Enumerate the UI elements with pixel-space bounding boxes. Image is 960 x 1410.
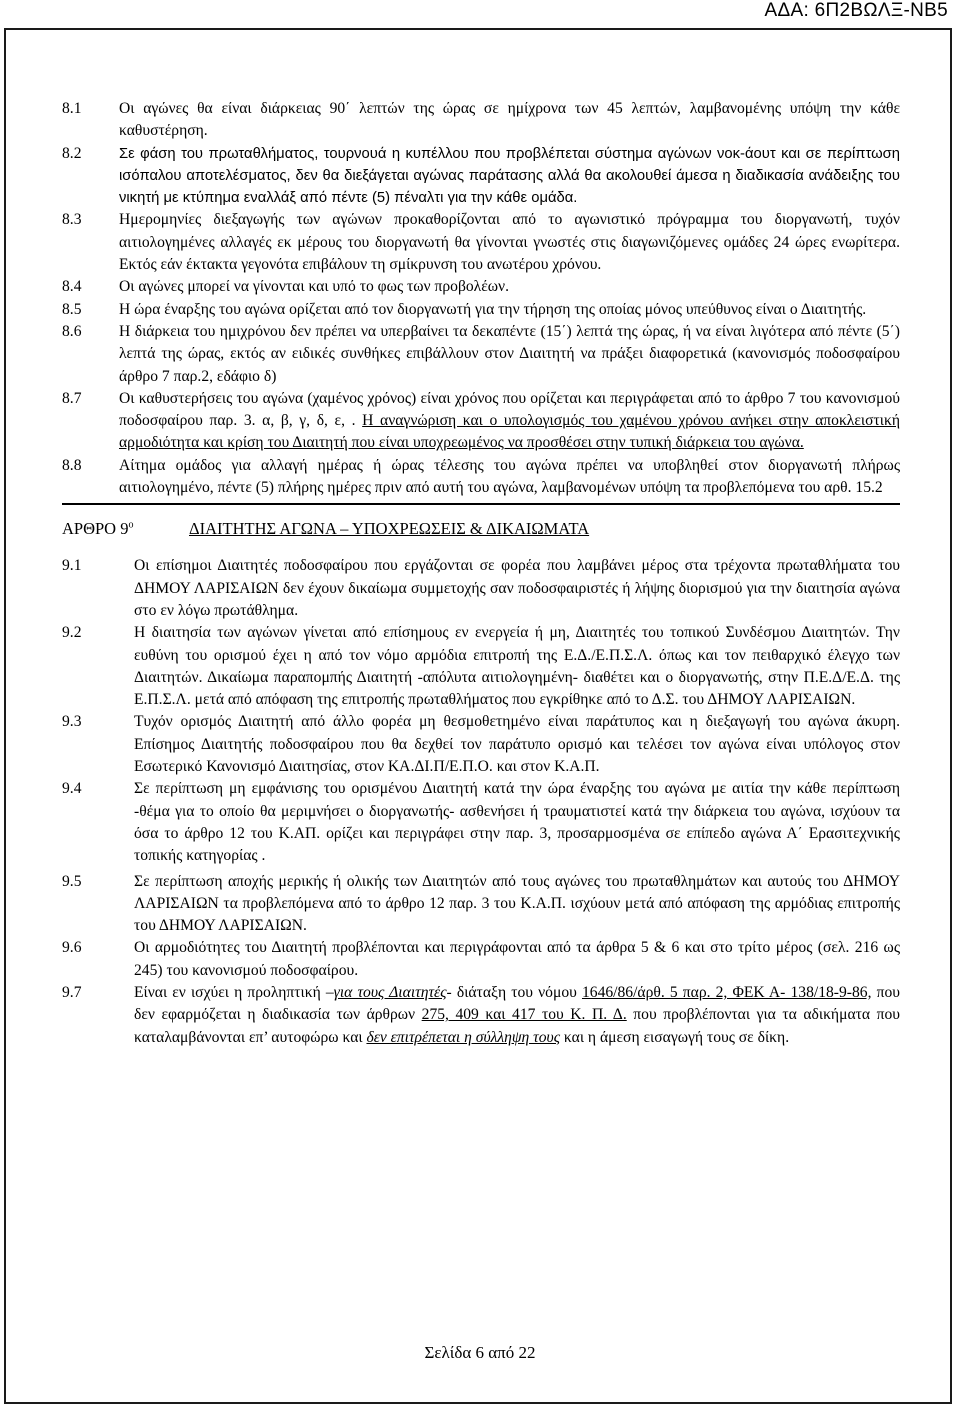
clause-text-underlined: Η αναγνώριση και ο υπολογισμός του χαμένου χρόνου ανήκει στην αποκλειστική αρμοδιότητα και κρίση του Διαιτητή που είναι υποχρεωμένος να προσθέσει στην τυπική διάρκεια του αγώνα. — [119, 412, 900, 452]
italic-underlined-text: δεν επιτρέπεται η σύλληψη τους — [366, 1028, 561, 1046]
clause-number: 8.2 — [62, 144, 82, 162]
article-label-sup: ο — [128, 519, 134, 531]
clause-text: Σε περίπτωση αποχής μερικής ή ολικής των Διαιτητών από τους αγώνες του πρωταθλημάτων και αυτούς του ΔΗΜΟΥ ΛΑΡΙΣΑΙΩΝ τα προβλεπόμενα από το άρθρο 12 παρ. 3 του Κ.Α.Π. ισχύουν μετά από απόφαση της αρμόδιας επιτροπής του ΔΗΜΟΥ ΛΑΡΙΣΑΙΩΝ. — [134, 872, 900, 935]
clause-text: Οι αγώνες θα είναι διάρκειας 90΄ λεπτών της ώρας σε ημίχρονα των 45 λεπτών, λαμβανομένης υπόψη την κάθε καθυστέρηση. — [119, 100, 900, 140]
clause-9-1 — [62, 555, 900, 622]
clause-9-7 — [62, 982, 900, 1049]
clause-number: 8.1 — [62, 100, 82, 117]
clause-text: Η διαιτησία των αγώνων γίνεται από επίσημους εν ενεργεία ή μη, Διαιτητές του τοπικού Συνδέσμου Διαιτητών. Την ευθύνη του ορισμού έχει η από τον νόμο αρμόδια επιτροπή της Ε.Δ./Ε.Π.Σ.Λ. όπως και τον πειθαρχικό έλεγχο των Διαιτητών. Δικαίωμα παραπομπής Διαιτητή -απόλυτα αιτιολογημένη- διαθέτει και ο διοργανωτής, στην Π.Ε.Δ/Ε.Δ. της Ε.Π.Σ.Λ. μετά από απόφαση της επιτροπής πρωταθλήματος που εγκρίθηκε από το Δ.Σ. του ΔΗΜΟΥ ΛΑΡΙΣΑΙΩΝ. — [134, 624, 900, 709]
clause-8-6 — [62, 321, 900, 388]
clause-number: 8.5 — [62, 300, 82, 318]
clause-8-3 — [62, 209, 900, 276]
article-title: ΔΙΑΙΤΗΤΗΣ ΑΓΩΝΑ – ΥΠΟΧΡΕΩΣΕΙΣ & ΔΙΚΑΙΩΜΑΤΑ — [189, 519, 590, 539]
clause-number: 8.6 — [62, 322, 82, 340]
clause-9-6 — [62, 937, 900, 982]
article-heading — [62, 517, 900, 541]
document-body — [62, 98, 900, 1049]
clause-number: 9.3 — [62, 713, 82, 731]
page-number: Σελίδα 6 από 22 — [424, 1343, 536, 1362]
clause-text: Η διάρκεια του ημιχρόνου δεν πρέπει να υπερβαίνει τα δεκαπέντε (15΄) λεπτά της ώρας, ή να είναι λιγότερα από πέντε (5΄) λεπτά της ώρας, εκτός αν ειδικές συνθήκες επιβάλλουν στον Διαιτητή να πράξει διαφορετικά (κανονισμός ποδοσφαίρου άρθρο 7 παρ.2, εδάφιο δ) — [119, 322, 900, 385]
italic-underlined-text: για τους Διαιτητές — [333, 983, 447, 1001]
divider — [62, 503, 900, 505]
clause-number: 9.7 — [62, 983, 82, 1001]
section-9 — [62, 555, 900, 1049]
clause-8-5 — [62, 299, 900, 321]
articles-reference: 275, 409 και 417 του Κ. Π. Δ. — [421, 1006, 627, 1024]
clause-8-2 — [62, 143, 900, 210]
clause-text: Σε περίπτωση μη εμφάνισης του ορισμένου Διαιτητή κατά την ώρα έναρξης του αγώνα με αιτία την κάθε περίπτωση -θέμα για το οποίο θα μεριμνήσει ο διοργανωτής- ασθενήσει ή τραυματιστεί κατά την διάρκεια του αγώνα, ισχύουν τα όσα το άρθρο 12 του Κ.ΑΠ. ορίζει και περιγράφει στην παρ. 3, προσαρμοσμένα σε επίπεδο αγώνα Α΄ Ερασιτεχνικής τοπικής κατηγορίας . — [134, 780, 900, 865]
clause-number: 9.2 — [62, 624, 82, 642]
clause-8-8 — [62, 455, 900, 500]
clause-9-4 — [62, 778, 900, 867]
clause-text: Αίτημα ομάδος για αλλαγή ημέρας ή ώρας τέλεσης του αγώνα πρέπει να υποβληθεί στον διοργανωτή πλήρως αιτιολογημένο, πέντε (5) πλήρης ημέρες πριν από αυτή του αγώνα, λαμβανομένων υπόψη τα προβλεπόμενα του αρθ. 15.2 — [119, 456, 900, 497]
clause-8-1 — [62, 98, 900, 143]
clause-9-2 — [62, 622, 900, 711]
clause-number: 8.4 — [62, 278, 82, 296]
clause-text: Οι αρμοδιότητες του Διαιτητή προβλέπονται και περιγράφονται από τα άρθρα 5 & 6 και στο τρίτο μέρος (σελ. 216 ως 245) του κανονισμού ποδοσφαίρου. — [134, 939, 900, 979]
article-label: ΑΡΘΡΟ $9^o$ — [62, 519, 134, 539]
clause-text: Ημερομηνίες διεξαγωγής των αγώνων προκαθορίζονται από το αγωνιστικό πρόγραμμα του διοργανωτή, τυχόν αιτιολογημένες αλλαγές εκ μέρους του διοργανωτή θα γίνονται γνωστές στις διαγωνιζόμενες ομάδες 24 ώρες ενωρίτερα. Εκτός εάν έκτακτα γεγονότα επιβάλουν τη σμίκρυνση του ανωτέρου χρόνου. — [119, 211, 900, 274]
clause-text: Τυχόν ορισμός Διαιτητή από άλλο φορέα μη θεσμοθετημένο είναι παράτυπος και η διεξαγωγή του αγώνα άκυρη. Επίσημος Διαιτητής ποδοσφαίρου που θα δεχθεί τον παράτυπο ορισμό και τελέσει τον αγώνα είναι υπόλογος στον Εσωτερικό Κανονισμό Διαιτησίας, στον ΚΑ.ΔΙ.Π/Ε.Π.Ο. και στον Κ.Α.Π. — [134, 713, 900, 776]
law-reference: 1646/86/άρθ. 5 παρ. 2, ΦΕΚ Α- 138/18-9-86, — [581, 983, 872, 1001]
clause-8-7 — [62, 388, 900, 455]
ada-code: ΑΔΑ: 6Π2ΒΩΛΞ-ΝΒ5 — [764, 0, 948, 21]
clause-text — [119, 388, 900, 455]
clause-number: 8.7 — [62, 389, 82, 407]
clause-text: Είναι εν ισχύει η προληπτική –για τους Διαιτητές- διάταξη του νόμου 1646/86/άρθ. 5 παρ. 2, ΦΕΚ Α- 138/18-9-86, που δεν εφαρμόζεται η διαδικασία των άρθρων 275, 409 και 417 του Κ. Π. Δ. που προβλέπονται για τα αδικήματα που καταλαμβάνονται επ’ αυτοφώρω και δεν επιτρέπεται η σύλληψη τους και η άμεση εισαγωγή τους σε δίκη. — [134, 983, 900, 1046]
clause-number: 9.6 — [62, 939, 82, 957]
clause-number: 9.4 — [62, 780, 82, 798]
clause-8-4 — [62, 276, 900, 298]
clause-text: Οι επίσημοι Διαιτητές ποδοσφαίρου που εργάζονται σε φορέα που λαμβάνει μέρος στα τρέχοντα πρωταθλήματα του ΔΗΜΟΥ ΛΑΡΙΣΑΙΩΝ δεν έχουν δικαίωμα συμμετοχής σαν ποδοσφαιριστές ή λήψης διορισμού για την διαιτησία αγώνα στο εν λόγω πρωτάθλημα. — [134, 557, 900, 619]
clause-number: 9.1 — [62, 557, 82, 575]
clause-text: Οι αγώνες μπορεί να γίνονται και υπό το φως των προβολέων. — [119, 278, 509, 296]
clause-text: Σε φάση του πρωταθλήματος, τουρνουά η κυπέλλου που προβλέπεται σύστημα αγώνων νοκ-άουτ και σε περίπτωση ισόπαλου αποτελέσματος, δεν θα διεξάγεται αγώνας παράτασης αλλά θα ακολουθεί άμεσα η διαδικασία ανάδειξης του νικητή με κτύπημα εναλλάξ από πέντε (5) πέναλτι για την κάθε ομάδα. — [119, 145, 900, 207]
clause-text: Η ώρα έναρξης του αγώνα ορίζεται από τον διοργανωτή για την τήρηση της οποίας μόνος υπεύθυνος είναι ο Διαιτητής. — [119, 300, 867, 318]
clause-number: 8.3 — [62, 211, 82, 229]
clause-9-3 — [62, 711, 900, 778]
clause-text-plain: Οι καθυστερήσεις του αγώνα (χαμένος χρόνος) είναι χρόνος που ορίζεται και περιγράφεται από το άρθρο 7 του κανονισμού ποδοσφαίρου παρ. 3. α, β, γ, δ, ε, . — [119, 389, 900, 430]
spacer — [62, 541, 900, 555]
clause-number: 8.8 — [62, 456, 82, 474]
clause-9-5 — [62, 871, 900, 938]
clause-number: 9.5 — [62, 872, 82, 890]
